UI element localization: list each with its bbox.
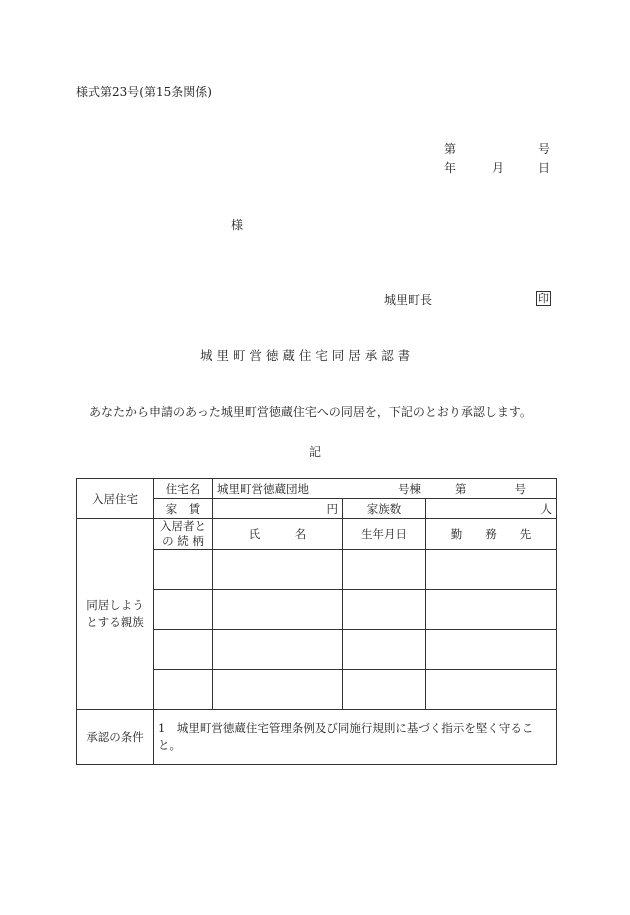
cohabitant-birthdate-cell — [343, 669, 426, 709]
housing-name-value: 城里町営徳蔵団地 — [217, 481, 309, 496]
conditions-text: 1 城里町営徳蔵住宅管理条例及び同施行規則に基づく指示を堅く守ること。 — [154, 709, 557, 764]
cohabitant-name-cell — [213, 589, 343, 629]
cohabitant-label: 同居しようとする親族 — [77, 519, 154, 710]
date-year: 年 — [444, 161, 457, 175]
rent-label: 家 賃 — [154, 499, 213, 519]
birthdate-header: 生年月日 — [343, 519, 426, 550]
building-label: 号棟 — [398, 481, 421, 496]
housing-name-label: 住宅名 — [154, 479, 213, 499]
date-month: 月 — [492, 161, 505, 175]
cohabitant-name-cell — [213, 629, 343, 669]
number-suffix: 号 — [538, 142, 551, 156]
number-prefix: 第 — [444, 142, 457, 156]
form-label: 様式第23号(第15条関係) — [76, 85, 212, 99]
relationship-header: 入居者との 続 柄 — [154, 519, 213, 550]
housing-name-row — [213, 479, 557, 499]
workplace-header: 勤 務 先 — [426, 519, 557, 550]
conditions-label: 承認の条件 — [77, 709, 154, 764]
cohabitant-birthdate-cell — [343, 629, 426, 669]
housing-label: 入居住宅 — [77, 479, 154, 519]
cohabitant-workplace-cell — [426, 589, 557, 629]
family-count-label: 家族数 — [343, 499, 426, 519]
cohabitant-birthdate-cell — [343, 549, 426, 589]
cohabitant-name-cell — [213, 669, 343, 709]
cohabitant-workplace-cell — [426, 629, 557, 669]
document-title: 城 里 町 営 徳 蔵 住 宅 同 居 承 認 書 — [200, 348, 411, 363]
name-header: 氏 名 — [213, 519, 343, 550]
family-count-value: 人 — [426, 499, 557, 519]
cohabitant-workplace-cell — [426, 669, 557, 709]
cohabitant-relationship-cell — [154, 669, 213, 709]
date-day: 日 — [538, 161, 551, 175]
approval-table — [76, 478, 557, 765]
cohabitant-name-cell — [213, 549, 343, 589]
cohabitant-relationship-cell — [154, 589, 213, 629]
room-suffix: 号 — [514, 481, 526, 496]
body-text: あなたから申請のあった城里町営徳蔵住宅への同居を，下記のとおり承認します。 — [89, 405, 532, 419]
cohabitant-birthdate-cell — [343, 589, 426, 629]
cohabitant-relationship-cell — [154, 549, 213, 589]
seal-mark: 印 — [538, 292, 549, 305]
room-prefix: 第 — [455, 481, 467, 496]
rent-value: 円 — [213, 499, 343, 519]
cohabitant-relationship-cell — [154, 629, 213, 669]
addressee-suffix: 様 — [231, 218, 244, 232]
cohabitant-workplace-cell — [426, 549, 557, 589]
issuer-name: 城里町長 — [384, 293, 433, 307]
ki-label: 記 — [309, 445, 322, 459]
